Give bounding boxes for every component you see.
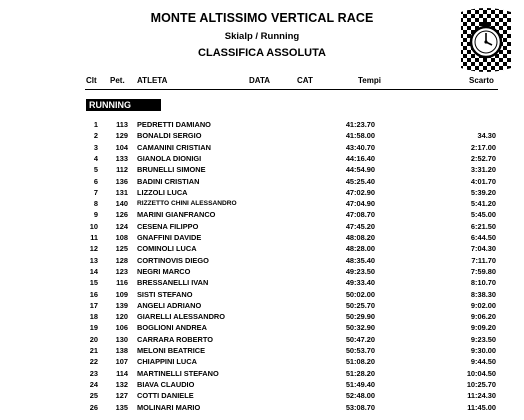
col-pet: Pet. (110, 76, 125, 85)
time-cell: 48:35.40 (345, 255, 375, 265)
rank-cell: 7 (93, 187, 98, 197)
bib-cell: 126 (115, 210, 128, 220)
table-row (0, 345, 524, 356)
rank-cell: 12 (89, 244, 98, 254)
rank-cell: 26 (89, 402, 98, 412)
gap-cell: 3:31.20 (470, 165, 496, 175)
time-cell: 45:25.40 (345, 176, 375, 186)
table-row (0, 289, 524, 300)
gap-cell: 7:59.80 (470, 266, 496, 276)
rank-cell: 9 (93, 210, 98, 220)
bib-cell: 139 (115, 300, 128, 310)
header-divider (85, 89, 498, 90)
athlete-name-cell: ANGELI ADRIANO (137, 300, 202, 310)
rank-cell: 25 (89, 391, 98, 401)
athlete-name-cell: BOGLIONI ANDREA (137, 323, 207, 333)
athlete-name-cell: CAMANINI CRISTIAN (137, 142, 211, 152)
rank-cell: 22 (89, 357, 98, 367)
col-cat: CAT (297, 76, 313, 85)
time-cell: 50:25.70 (345, 300, 375, 310)
rank-cell: 11 (90, 233, 98, 242)
athlete-name-cell: RIZZETTO CHINI ALESSANDRO (137, 200, 237, 208)
athlete-name-cell: CESENA FILIPPO (137, 221, 199, 231)
athlete-name-cell: BRESSANELLI IVAN (137, 278, 209, 288)
bib-cell: 104 (115, 142, 128, 152)
table-row (0, 356, 524, 367)
stopwatch-checkered-logo (455, 6, 517, 76)
col-tempi: Tempi (358, 76, 381, 85)
rank-cell: 21 (89, 346, 98, 355)
bib-cell: 113 (116, 120, 128, 129)
col-atleta: ATLETA (137, 76, 168, 85)
gap-cell: 4:01.70 (470, 176, 496, 186)
time-cell: 41:23.70 (345, 120, 375, 129)
gap-cell: 2:17.00 (470, 142, 496, 152)
bib-cell: 120 (115, 312, 128, 322)
rank-cell: 16 (89, 289, 98, 299)
rank-cell: 6 (93, 176, 98, 186)
athlete-name-cell: GIANOLA DIONIGI (137, 153, 202, 163)
real-time-logo-icon (455, 6, 517, 76)
table-row (0, 198, 524, 209)
gap-cell: 9:02.00 (470, 300, 496, 310)
bib-cell: 125 (115, 244, 128, 254)
time-cell: 48:08.20 (345, 233, 375, 242)
bib-cell: 107 (115, 357, 128, 367)
table-row (0, 311, 524, 322)
table-row (0, 390, 524, 401)
bib-cell: 130 (115, 334, 128, 344)
athlete-name-cell: PEDRETTI DAMIANO (137, 120, 211, 129)
table-row (0, 402, 524, 413)
time-cell: 51:49.40 (345, 379, 375, 389)
bib-cell: 129 (115, 131, 128, 141)
rank-cell: 17 (89, 300, 98, 310)
bib-cell: 123 (115, 266, 128, 276)
rank-cell: 14 (89, 266, 98, 276)
gap-cell: 7:11.70 (471, 255, 496, 265)
athlete-name-cell: BIAVA CLAUDIO (137, 379, 195, 389)
table-row (0, 232, 524, 243)
rank-cell: 18 (89, 312, 98, 322)
athlete-name-cell: CARRARA ROBERTO (137, 334, 213, 344)
time-cell: 47:45.20 (345, 221, 375, 231)
gap-cell: 9:44.50 (470, 357, 496, 367)
gap-cell: 2:52.70 (470, 153, 496, 163)
gap-cell: 34.30 (477, 131, 496, 141)
race-title: MONTE ALTISSIMO VERTICAL RACE (150, 11, 374, 25)
time-cell: 50:53.70 (345, 346, 375, 355)
table-row (0, 255, 524, 266)
table-row (0, 142, 524, 153)
time-cell: 47:04.90 (345, 199, 375, 209)
rank-cell: 24 (89, 379, 98, 389)
rank-cell: 15 (89, 278, 98, 288)
table-row (0, 119, 524, 130)
athlete-name-cell: MELONI BEATRICE (137, 346, 206, 355)
table-row (0, 368, 524, 379)
gap-cell: 5:41.20 (470, 199, 496, 209)
time-cell: 50:32.90 (345, 323, 375, 333)
time-cell: 50:47.20 (345, 334, 375, 344)
rank-cell: 10 (89, 221, 98, 231)
time-cell: 43:40.70 (345, 142, 375, 152)
rank-cell: 19 (89, 323, 98, 333)
table-row (0, 221, 524, 232)
gap-cell: 8:38.30 (470, 289, 496, 299)
gap-cell: 9:06.20 (470, 312, 496, 322)
column-header-row (0, 76, 524, 88)
table-row (0, 130, 524, 141)
time-cell: 47:02.90 (345, 187, 375, 197)
time-cell: 53:08.70 (345, 402, 375, 412)
gap-cell: 9:23.50 (470, 334, 496, 344)
gap-cell: 5:45.00 (470, 210, 496, 220)
time-cell: 49:23.50 (345, 266, 375, 276)
bib-cell: 140 (115, 199, 128, 209)
bib-cell: 106 (115, 323, 128, 333)
athlete-name-cell: SISTI STEFANO (137, 289, 193, 299)
athlete-name-cell: BONALDI SERGIO (137, 131, 202, 141)
bib-cell: 124 (115, 221, 128, 231)
time-cell: 41:58.00 (345, 131, 375, 141)
time-cell: 51:28.20 (345, 368, 375, 378)
table-row (0, 334, 524, 345)
bib-cell: 109 (115, 289, 128, 299)
gap-cell: 5:39.20 (470, 187, 496, 197)
bib-cell: 114 (116, 368, 128, 378)
rank-cell: 20 (89, 334, 98, 344)
gap-cell: 11:24.30 (467, 391, 496, 401)
section-label: RUNNING (86, 99, 161, 111)
athlete-name-cell: MOLINARI MARIO (137, 402, 201, 412)
athlete-name-cell: BADINI CRISTIAN (137, 176, 200, 186)
time-cell: 50:02.00 (345, 289, 375, 299)
bib-cell: 127 (115, 391, 128, 401)
table-row (0, 153, 524, 164)
athlete-name-cell: MARTINELLI STEFANO (137, 368, 219, 378)
bib-cell: 116 (116, 278, 128, 288)
table-row (0, 243, 524, 254)
athlete-name-cell: COMINOLI LUCA (137, 244, 197, 254)
bib-cell: 112 (116, 165, 128, 175)
athlete-name-cell: LIZZOLI LUCA (137, 187, 188, 197)
athlete-name-cell: MARINI GIANFRANCO (137, 210, 216, 220)
rank-cell: 3 (93, 142, 98, 152)
table-row (0, 176, 524, 187)
bib-cell: 128 (115, 255, 128, 265)
time-cell: 48:28.00 (345, 244, 375, 254)
bib-cell: 108 (115, 233, 128, 242)
gap-cell: 11:45.00 (467, 402, 496, 412)
bib-cell: 136 (115, 176, 128, 186)
athlete-name-cell: GIARELLI ALESSANDRO (137, 312, 226, 322)
rank-cell: 23 (89, 368, 98, 378)
rank-cell: 8 (93, 199, 98, 209)
rank-cell: 13 (89, 255, 98, 265)
time-cell: 51:08.20 (345, 357, 375, 367)
table-row (0, 266, 524, 277)
bib-cell: 131 (115, 187, 128, 197)
rank-cell: 4 (93, 153, 98, 163)
bib-cell: 138 (115, 346, 128, 355)
athlete-name-cell: GNAFFINI DAVIDE (137, 233, 202, 242)
athlete-name-cell: CORTINOVIS DIEGO (137, 255, 209, 265)
rank-cell: 1 (93, 120, 98, 129)
race-subtitle: Skialp / Running (224, 31, 300, 42)
rank-cell: 2 (93, 131, 98, 141)
bib-cell: 133 (115, 153, 128, 163)
rank-cell: 5 (93, 165, 98, 175)
gap-cell: 9:30.00 (470, 346, 496, 355)
time-cell: 50:29.90 (345, 312, 375, 322)
col-data: DATA (249, 76, 271, 85)
table-row (0, 209, 524, 220)
athlete-name-cell: COTTI DANIELE (137, 391, 194, 401)
gap-cell: 6:44.50 (470, 233, 496, 242)
table-row (0, 187, 524, 198)
gap-cell: 7:04.30 (470, 244, 496, 254)
table-row (0, 164, 524, 175)
col-scarto: Scarto (469, 76, 494, 85)
col-clt: Clt (86, 76, 97, 85)
table-row (0, 379, 524, 390)
time-cell: 49:33.40 (345, 278, 375, 288)
time-cell: 44:54.90 (345, 165, 375, 175)
gap-cell: 9:09.20 (470, 323, 496, 333)
gap-cell: 6:21.50 (470, 221, 496, 231)
bib-cell: 135 (115, 402, 128, 412)
time-cell: 52:48.00 (345, 391, 375, 401)
gap-cell: 10:25.70 (466, 379, 496, 389)
time-cell: 44:16.40 (345, 153, 375, 163)
bib-cell: 132 (115, 379, 128, 389)
table-row (0, 300, 524, 311)
time-cell: 47:08.70 (345, 210, 375, 220)
athlete-name-cell: CHIAPPINI LUCA (137, 357, 197, 367)
table-row (0, 277, 524, 288)
gap-cell: 10:04.50 (466, 368, 496, 378)
table-row (0, 322, 524, 333)
athlete-name-cell: NEGRI MARCO (137, 266, 191, 276)
athlete-name-cell: BRUNELLI SIMONE (137, 165, 206, 175)
gap-cell: 8:10.70 (470, 278, 496, 288)
classification-title: CLASSIFICA ASSOLUTA (198, 47, 326, 59)
